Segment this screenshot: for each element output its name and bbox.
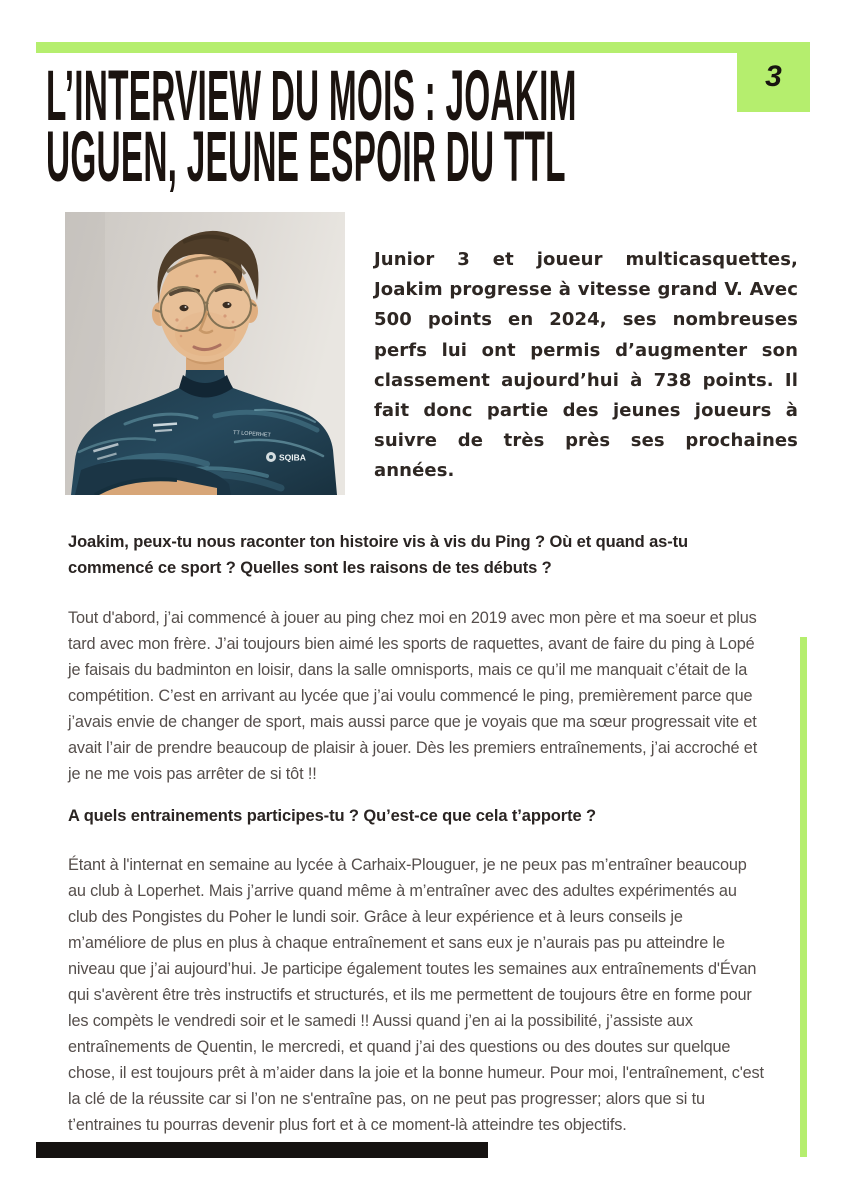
footer-bar xyxy=(36,1142,488,1158)
question-2: A quels entrainements participes-tu ? Qu’est-ce que cela t’apporte ? xyxy=(68,806,597,825)
page-number: 3 xyxy=(765,60,782,93)
portrait-photo xyxy=(65,212,345,495)
jersey-text-club: TT LOPERHET xyxy=(232,430,271,439)
page-title-line2: UGUEN, JEUNE ESPOIR DU TTL xyxy=(46,118,566,197)
page-title-line1: L’INTERVIEW DU MOIS : JOAKIM xyxy=(46,57,577,136)
question-1: Joakim, peux-tu nous raconter ton histoire vis à vis du Ping ? Où et quand as-tu commencé ce sport ? Quelles sont les raisons de tes débuts ? xyxy=(68,532,689,577)
top-accent-bar xyxy=(36,42,737,53)
intro-paragraph: Junior 3 et joueur multicasquettes, Joakim progresse à vitesse grand V. Avec 500 points en 2024, ses nombreuses perfs lui ont permis d’augmenter son classement aujourd’hui à 738 points. Il fait donc partie des jeunes joueurs à suivre de très près ses prochaines années. xyxy=(374,249,798,482)
page-title xyxy=(46,57,577,197)
answer-2: Étant à l'internat en semaine au lycée à Carhaix-Plouguer, je ne peux pas m’entraîner beaucoup au club à Loperhet. Mais j’arrive quand même à m’entraîner avec des adultes expérimentés au club des Pongistes du Poher le lundi soir. Grâce à leur expérience et à leurs conseils je m’améliore de plus en plus à chaque entraînement et sans eux je n’aurais pas pu atteindre le niveau que j’ai aujourd’hui. Je participe également toutes les semaines aux entraînements d'Évan qui s'avèrent être très instructifs et structurés, et ils me permettent de toujours être en forme pour les compèts le vendredi soir et le samedi !! Aussi quand j’en ai la possibilité, j’assiste aux entraînements de Quentin, le mercredi, et quand j’ai des questions ou des doutes sur quelque chose, il est toujours prêt à m’aider dans la joie et la bonne humeur. Pour moi, l'entraînement, c'est la clé de la réussite car si l’on ne s'entraîne pas, on ne peut pas progresser; alors que si tu t’entraines tu pourras devenir plus fort et à ce moment-là atteindre tes objectifs. xyxy=(68,856,764,1135)
answer-1: Tout d'abord, j’ai commencé à jouer au ping chez moi en 2019 avec mon père et ma soeur et plus tard avec mon frère. J’ai toujours bien aimé les sports de raquettes, avant de faire du ping à Lopé je faisais du badminton en loisir, dans la salle omnisports, mais ce qu’il me manquait c’était de la compétition. C’est en arrivant au lycée que j’ai voulu commencé le ping, premièrement parce que j’avais envie de changer de sport, mais aussi parce que je voyais que ma sœur progressait vite et avait l’air de prendre beaucoup de plaisir à jouer. Dès les premiers entraînements, j’ai accroché et je ne me vois pas arrêter de si tôt !! xyxy=(68,609,758,784)
right-accent-bar xyxy=(800,637,807,1157)
jersey-text-brand: SQIBA xyxy=(279,452,306,463)
page-number-badge xyxy=(737,42,810,112)
